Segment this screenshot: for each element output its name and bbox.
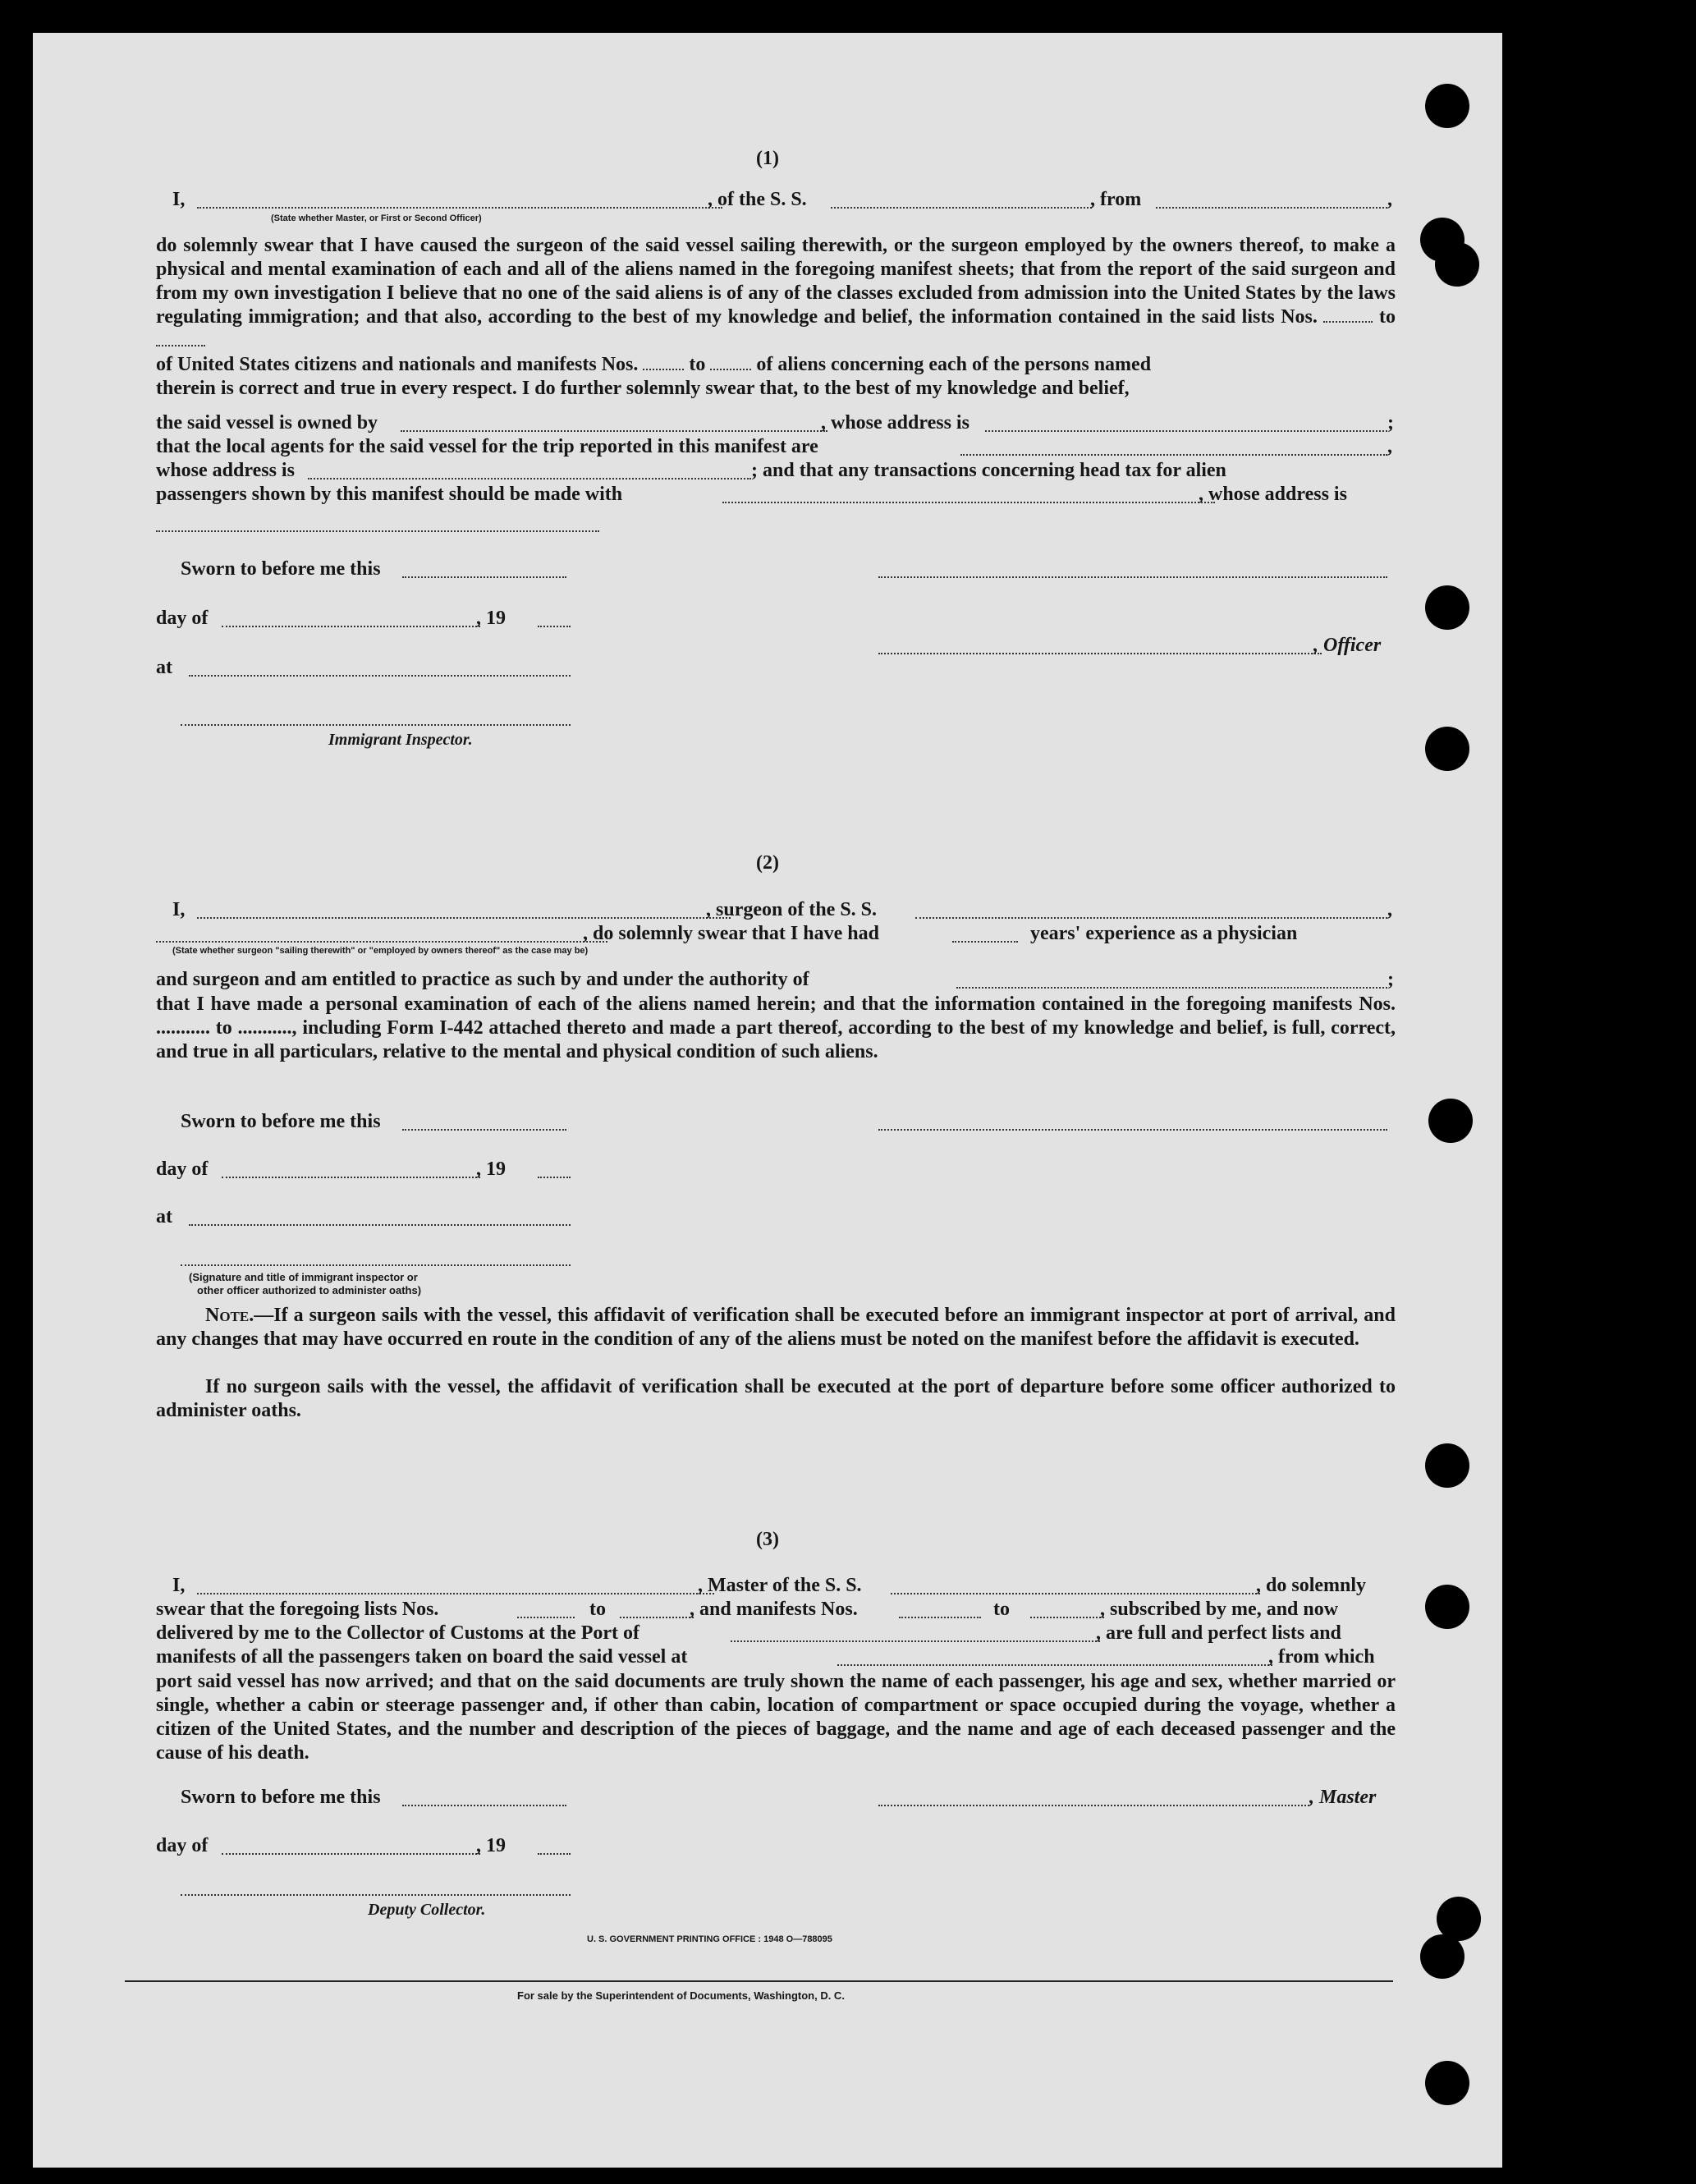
s2-surgeon-caption: (State whether surgeon "sailing therewith" or "employed by owners thereof" as the case may be) (172, 946, 589, 956)
s1-oath-body (156, 234, 1396, 401)
s1-at-label: at (156, 657, 172, 678)
section-1-number: (1) (756, 148, 779, 169)
s3-deputy-signature-field[interactable] (181, 1894, 571, 1896)
s2-note (156, 1304, 1396, 1351)
s1-local-agents-label: that the local agents for the said vessel for the trip reported in this manifest are (156, 436, 818, 457)
s3-to-2: to (993, 1599, 1010, 1620)
s1-semicolon-1: ; (1387, 412, 1394, 434)
s1-lists-from-field[interactable] (1323, 306, 1373, 323)
s3-solemnly-label: , do solemnly (1256, 1575, 1367, 1596)
s1-vessel-field[interactable] (831, 207, 1092, 209)
s3-year-label: , 19 (476, 1835, 506, 1856)
punch-hole (1425, 1443, 1469, 1488)
s3-subscribed-label: , subscribed by me, and now (1100, 1599, 1339, 1620)
punch-hole (1425, 585, 1469, 630)
s3-full-perfect-label: , are full and perfect lists and (1096, 1622, 1341, 1644)
punch-hole (1420, 1934, 1465, 1979)
s2-authority-field[interactable] (956, 987, 1387, 989)
s3-manifests-all-label: manifests of all the passengers taken on board the said vessel at (156, 1646, 688, 1668)
s2-surgeon-type-field[interactable] (156, 941, 607, 943)
s1-therein-text: therein is correct and true in every respect. I do further solemnly swear that, to the best of my knowledge and belief, (156, 378, 1130, 399)
s3-master-name-field[interactable] (197, 1593, 714, 1594)
s1-head-tax-label: ; and that any transactions concerning head tax for alien (751, 460, 1226, 481)
s2-day-of-field[interactable] (222, 1177, 480, 1178)
s3-delivered-label: delivered by me to the Collector of Customs at the Port of (156, 1622, 639, 1644)
s3-i-label: I, (172, 1575, 186, 1596)
punch-hole (1425, 2061, 1469, 2105)
s3-manifests-from-field[interactable] (899, 1617, 981, 1618)
s1-from-field[interactable] (1156, 207, 1387, 209)
s3-manifests-to-field[interactable] (1030, 1617, 1104, 1618)
s1-owner-address-field[interactable] (985, 430, 1387, 432)
s3-lists-from-field[interactable] (517, 1617, 575, 1618)
s3-day-of-field[interactable] (222, 1853, 480, 1855)
s1-sworn-label: Sworn to before me this (181, 558, 381, 580)
s2-surgeon-name-field[interactable] (197, 917, 731, 919)
s1-inspector-signature-field[interactable] (181, 724, 571, 726)
s3-oath-body: port said vessel has now arrived; and that on the said documents are truly shown the name of each passenger, his age and sex, whether married or single, whether a cabin or steerage passenger and, if other than cabin, location of compartment or space occupied during the voyage, whether a citizen of the United States, and the number and description of the pieces of baggage, and the name and age of each deceased passenger and the cause of his death. (156, 1671, 1396, 1764)
punch-hole (1425, 1585, 1469, 1629)
punch-hole (1425, 84, 1469, 128)
s3-sworn-label: Sworn to before me this (181, 1787, 381, 1808)
s1-whose-address2-label: whose address is (156, 460, 295, 481)
section-2-number: (2) (756, 852, 779, 874)
s1-at-field[interactable] (189, 675, 571, 677)
s2-authority-label: and surgeon and am entitled to practice as such by and under the authority of (156, 969, 809, 990)
s2-year-label: , 19 (476, 1159, 506, 1180)
s3-sworn-day-field[interactable] (402, 1805, 566, 1806)
form-page (33, 33, 1502, 2168)
s3-from-which-label: , from which (1268, 1646, 1375, 1668)
s2-note-text: —If a surgeon sails with the vessel, this affidavit of verification shall be executed before an immigrant inspector at port of arrival, and any changes that may have occurred en route in the condition of any of the aliens must be noted on the manifest before the affidavit is executed. (156, 1305, 1396, 1350)
s2-experience-label: years' experience as a physician (1030, 923, 1298, 944)
s1-manifests-to-field[interactable] (710, 354, 751, 370)
s3-and-manifests-label: , and manifests Nos. (690, 1599, 858, 1620)
s3-day-of-label: day of (156, 1835, 209, 1856)
s1-citizens-text: of United States citizens and nationals and manifests Nos. (156, 354, 639, 375)
s1-comma-2: , (1387, 436, 1392, 457)
s2-inspector-signature-field[interactable] (181, 1264, 571, 1266)
s2-oath-body: that I have made a personal examination of each of the aliens named herein; and that the information contained in the foregoing manifests Nos. ........... to ..........., including Form I-442 attached thereto and made a part thereof, according to the best of my knowledge and belief, is full, correct, and true in all particulars, relative to the mental and physical condition of such aliens. (156, 993, 1396, 1062)
s3-master-of-label: , Master of the S. S. (698, 1575, 862, 1596)
s1-ss-label: , of the S. S. (708, 189, 807, 210)
s1-whose-address-label: , whose address is (821, 412, 969, 434)
s3-departure-port-field[interactable] (837, 1664, 1272, 1666)
footer-rule (125, 1980, 1393, 1982)
s1-aliens-text: of aliens concerning each of the persons named (756, 354, 1152, 375)
punch-hole (1425, 727, 1469, 771)
printing-office-imprint: U. S. GOVERNMENT PRINTING OFFICE : 1948 O—788095 (587, 1934, 832, 1944)
s1-year-label: , 19 (476, 608, 506, 629)
s2-surgeon-signature-field[interactable] (878, 1129, 1387, 1131)
s1-officer-caption: (State whether Master, or First or Second Officer) (271, 213, 482, 223)
s3-port-field[interactable] (731, 1640, 1100, 1642)
s2-year-field[interactable] (538, 1177, 571, 1178)
s1-from-label: , from (1090, 189, 1142, 210)
s1-head-tax-party-field[interactable] (722, 502, 1215, 503)
for-sale-notice: For sale by the Superintendent of Documents, Washington, D. C. (517, 1989, 845, 2002)
s2-comma: , (1387, 899, 1392, 920)
s3-vessel-field[interactable] (891, 1593, 1260, 1594)
s1-year-field[interactable] (538, 626, 571, 627)
s3-master-label: , Master (1309, 1787, 1377, 1808)
s1-day-of-label: day of (156, 608, 209, 629)
s1-day-of-field[interactable] (222, 626, 480, 627)
s2-i-label: I, (172, 899, 186, 920)
s1-passengers-label: passengers shown by this manifest should be made with (156, 484, 623, 505)
s2-sworn-label: Sworn to before me this (181, 1111, 381, 1132)
s1-lists-to-field[interactable] (156, 330, 205, 346)
s1-officer-label: , Officer (1313, 635, 1382, 656)
s1-to-2: to (689, 354, 706, 375)
s2-day-of-label: day of (156, 1159, 209, 1180)
punch-hole (1435, 242, 1479, 287)
s2-semicolon: ; (1387, 969, 1394, 990)
s3-lists-to-field[interactable] (620, 1617, 694, 1618)
s1-agents-field[interactable] (960, 454, 1387, 456)
s2-at-field[interactable] (189, 1224, 571, 1226)
s1-head-tax-address-field[interactable] (156, 530, 599, 532)
s2-sig-caption-2: other officer authorized to administer oaths) (197, 1284, 422, 1296)
s1-owner-field[interactable] (401, 430, 827, 432)
s2-note-label: Note. (205, 1305, 254, 1326)
punch-hole (1428, 1099, 1473, 1143)
s1-whose-address3-label: , whose address is (1199, 484, 1347, 505)
s1-sworn-day-field[interactable] (402, 576, 566, 578)
s2-sworn-day-field[interactable] (402, 1129, 566, 1131)
s2-sig-caption-1: (Signature and title of immigrant inspector or (189, 1271, 418, 1283)
s1-agents-address-field[interactable] (308, 478, 751, 479)
s2-years-field[interactable] (952, 941, 1018, 943)
s1-comma: , (1387, 189, 1392, 210)
s2-surgeon-of-label: , surgeon of the S. S. (706, 899, 878, 920)
s3-master-signature-field[interactable] (878, 1805, 1309, 1806)
section-3-number: (3) (756, 1529, 779, 1550)
s1-to-1: to (1379, 306, 1396, 328)
s3-deputy-label: Deputy Collector. (368, 1901, 486, 1919)
s2-vessel-field[interactable] (915, 917, 1387, 919)
s1-inspector-label: Immigrant Inspector. (328, 731, 473, 749)
s1-manifests-from-field[interactable] (643, 354, 684, 370)
s2-at-label: at (156, 1206, 172, 1227)
s1-officer-name-field[interactable] (878, 653, 1322, 654)
s1-officer-signature-field[interactable] (878, 576, 1387, 578)
s1-owned-by-label: the said vessel is owned by (156, 412, 378, 434)
s2-note-2: If no surgeon sails with the vessel, the affidavit of verification shall be executed at the port of departure before some officer authorized to administer oaths. (156, 1376, 1396, 1421)
s3-to-1: to (589, 1599, 606, 1620)
s1-oath-text: do solemnly swear that I have caused the surgeon of the said vessel sailing therewith, or the surgeon employed by the owners thereof, to make a physical and mental examination of each and all of the aliens named in the foregoing manifest sheets; that from the report of the said surgeon and from my own investigation I believe that no one of the said aliens is of any of the classes excluded from admission into the United States by the laws regulating immigration; and that also, according to the best of my knowledge and belief, the information contained in the said lists Nos. (156, 235, 1396, 328)
s1-officer-title-field[interactable] (197, 207, 722, 209)
s3-year-field[interactable] (538, 1853, 571, 1855)
s2-swear-had-label: , do solemnly swear that I have had (583, 923, 879, 944)
s1-i-label: I, (172, 189, 186, 210)
s3-swear-lists-label: swear that the foregoing lists Nos. (156, 1599, 439, 1620)
